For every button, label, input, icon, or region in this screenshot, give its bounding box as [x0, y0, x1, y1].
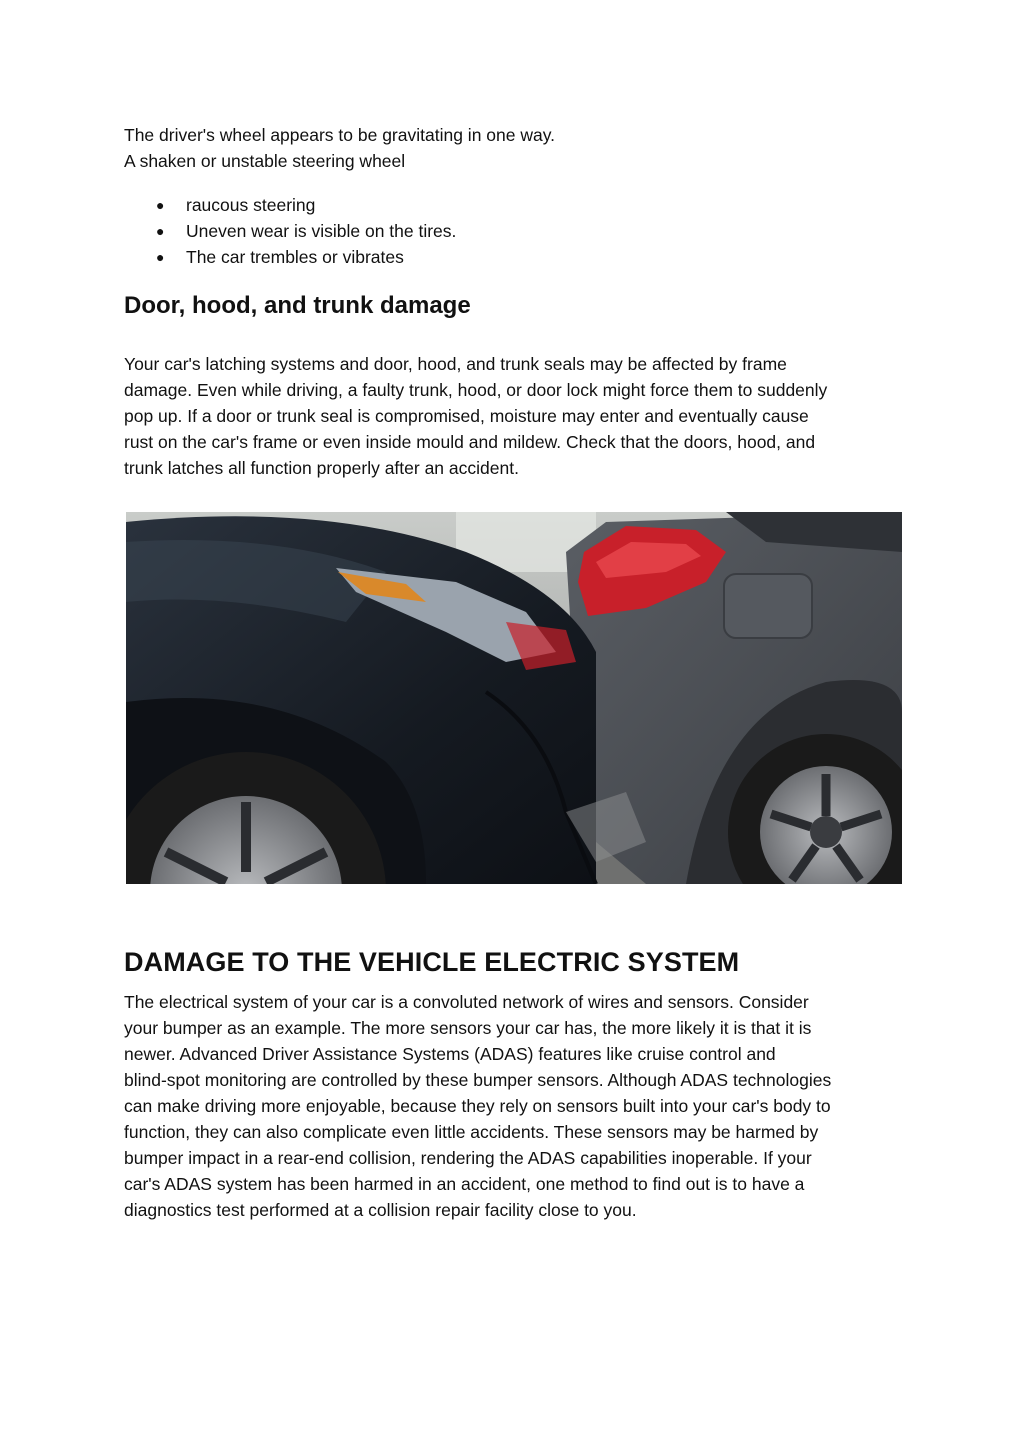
paragraph-line: can make driving more enjoyable, because they rely on sensors built into your car's body to — [124, 1096, 831, 1116]
paragraph-line: The electrical system of your car is a convoluted network of wires and sensors. Consider — [124, 992, 809, 1012]
paragraph-line: pop up. If a door or trunk seal is compromised, moisture may enter and eventually cause — [124, 406, 809, 426]
intro-text — [124, 122, 904, 174]
list-item — [124, 244, 904, 270]
list-item-text: The car trembles or vibrates — [186, 247, 404, 267]
paragraph-line: rust on the car's frame or even inside mould and mildew. Check that the doors, hood, and — [124, 432, 816, 452]
paragraph-line: car's ADAS system has been harmed in an accident, one method to find out is to have a — [124, 1174, 805, 1194]
list-item-text: raucous steering — [186, 195, 316, 215]
paragraph-line: your bumper as an example. The more sensors your car has, the more likely it is that it is — [124, 1018, 812, 1038]
paragraph-line: Your car's latching systems and door, hood, and trunk seals may be affected by frame — [124, 354, 787, 374]
list-item — [124, 218, 904, 244]
bullet-icon: ● — [156, 249, 165, 265]
section-heading: DAMAGE TO THE VEHICLE ELECTRIC SYSTEM — [124, 947, 740, 977]
intro-line: The driver's wheel appears to be gravitating in one way. — [124, 125, 556, 145]
section-paragraph — [124, 351, 904, 481]
list-item — [124, 192, 904, 218]
car-collision-photo — [126, 512, 902, 884]
paragraph-line: trunk latches all function properly after an accident. — [124, 458, 519, 478]
paragraph-line: diagnostics test performed at a collision repair facility close to you. — [124, 1200, 637, 1220]
paragraph-line: newer. Advanced Driver Assistance Systems (ADAS) features like cruise control and — [124, 1044, 776, 1064]
paragraph-line: blind-spot monitoring are controlled by these bumper sensors. Although ADAS technologies — [124, 1070, 832, 1090]
intro-line: A shaken or unstable steering wheel — [124, 151, 406, 171]
bullet-icon: ● — [156, 197, 165, 213]
list-item-text: Uneven wear is visible on the tires. — [186, 221, 457, 241]
bullet-icon: ● — [156, 223, 165, 239]
section-heading: Door, hood, and trunk damage — [124, 292, 471, 319]
section-paragraph — [124, 989, 904, 1223]
paragraph-line: damage. Even while driving, a faulty trunk, hood, or door lock might force them to suddenly — [124, 380, 828, 400]
paragraph-line: bumper impact in a rear-end collision, rendering the ADAS capabilities inoperable. If your — [124, 1148, 812, 1168]
symptom-list — [124, 192, 904, 270]
paragraph-line: function, they can also complicate even little accidents. These sensors may be harmed by — [124, 1122, 819, 1142]
